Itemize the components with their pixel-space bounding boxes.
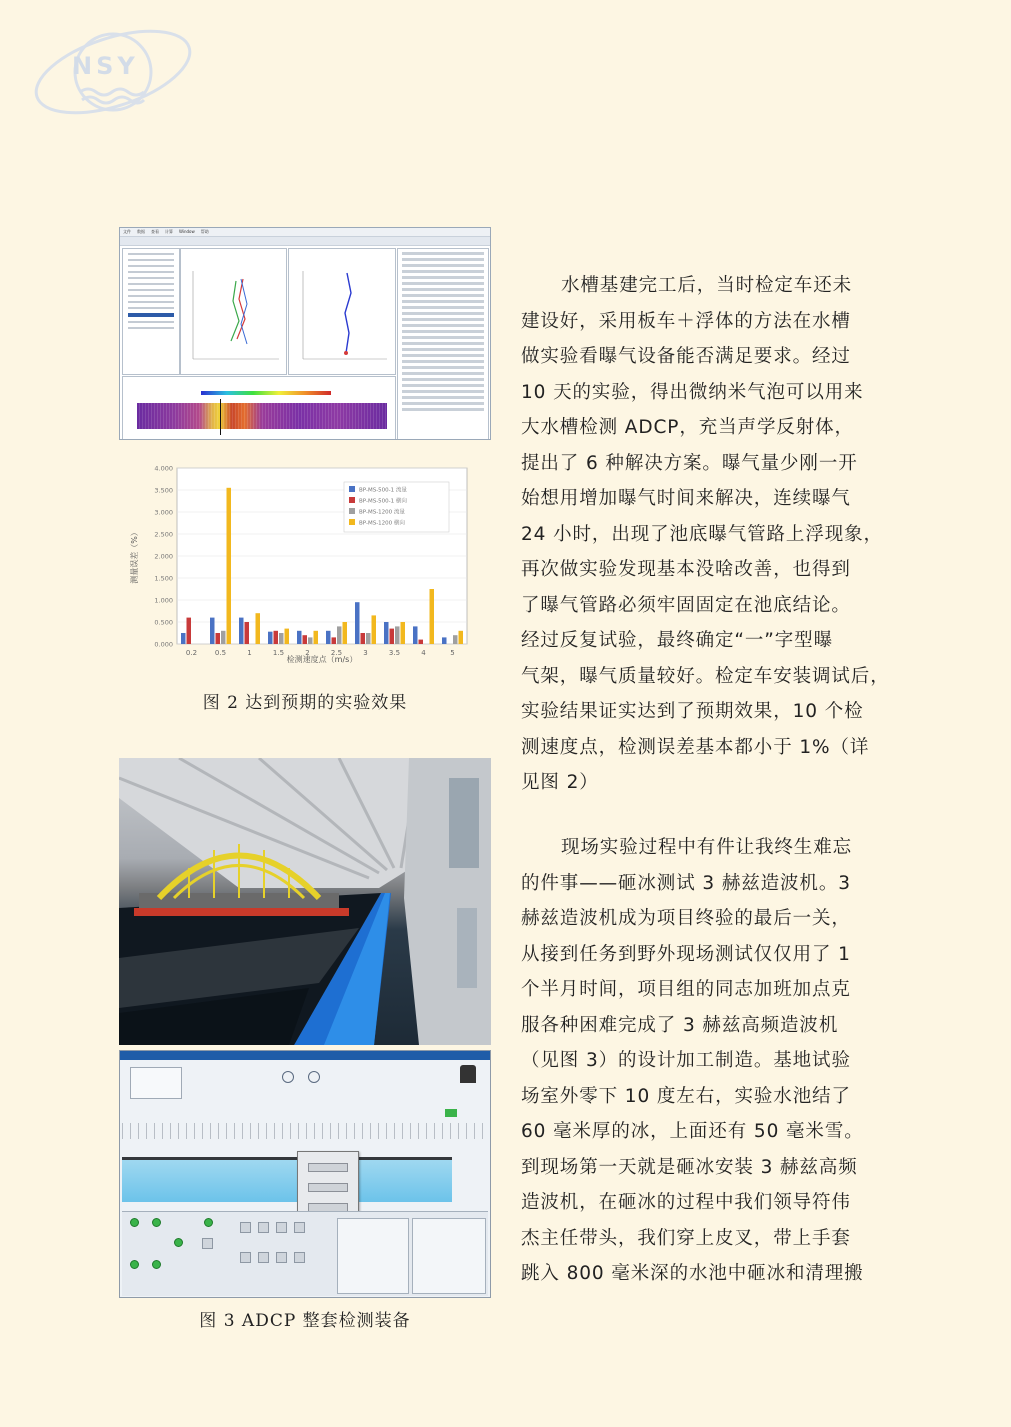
body-line	[521, 268, 901, 304]
body-line-text: 到现场第一天就是砸冰安装 3 赫兹高频	[521, 1156, 858, 1178]
bar	[210, 618, 215, 644]
y-tick-label: 2.000	[154, 552, 173, 561]
bar	[355, 602, 360, 644]
tree-row	[128, 265, 174, 267]
body-line-text: 10 天的实验，得出微纳米气泡可以用来	[521, 381, 864, 403]
tree-row	[128, 321, 174, 323]
legend-label: BP-MS-1200 横向	[359, 520, 405, 527]
tree-row	[128, 289, 174, 291]
figure3-caption: 图 3 ADCP 整套检测装备	[199, 1311, 411, 1331]
heatmap-colorbar	[201, 391, 331, 395]
body-line-text: 个半月时间，项目组的同志加班加点克	[521, 979, 851, 1000]
body-line-text: 测速度点，检测误差基本都小于 1%（详	[521, 736, 870, 758]
y-tick-label: 2.500	[154, 530, 173, 539]
x-tick-label: 5	[450, 649, 455, 657]
sw-menu-item: 文件	[123, 229, 131, 234]
body-line-text: 场室外零下 10 度左右，实验水池结了	[521, 1085, 851, 1107]
x-tick-label: 3	[363, 649, 368, 657]
body-line	[521, 339, 901, 375]
profile-lines-icon	[181, 249, 284, 372]
body-line	[521, 866, 901, 902]
bar	[384, 622, 389, 644]
control-button	[276, 1252, 287, 1263]
body-line-text: 做实验看曝气设备能否满足要求。经过	[521, 346, 851, 367]
legend-label: BP-MS-500-1 流量	[359, 487, 407, 494]
body-line	[521, 1114, 901, 1150]
body-line-text: 跳入 800 毫米深的水池中砸冰和清理搬	[521, 1263, 864, 1284]
x-tick-label: 4	[421, 649, 426, 657]
body-line	[521, 1043, 901, 1079]
status-indicator	[152, 1218, 161, 1227]
body-line	[521, 1150, 901, 1186]
body-line-text: 服各种困难完成了 3 赫兹高频造波机	[521, 1014, 839, 1036]
sw-profile-plot-1	[180, 248, 287, 375]
bar	[187, 618, 192, 644]
chart-ylabel: 测量误差（%）	[130, 528, 139, 584]
tree-row	[128, 307, 174, 309]
chart-xlabel: 检测速度点（m/s）	[286, 655, 358, 664]
tree-row-selected	[128, 313, 174, 317]
logo-text: NSY	[72, 52, 139, 80]
body-paragraph-2	[521, 830, 901, 1292]
param-table	[412, 1218, 486, 1294]
control-button	[276, 1222, 287, 1233]
body-line-text: 60 毫米厚的冰，上面还有 50 毫米雪。	[521, 1121, 864, 1142]
y-tick-label: 0.000	[154, 640, 173, 649]
y-tick-label: 0.500	[154, 618, 173, 627]
bar	[419, 640, 424, 644]
body-line-text: 了曝气管路必须牢固固定在池底结论。	[521, 594, 851, 616]
tree-row	[128, 301, 174, 303]
body-line-text: 水槽基建完工后，当时检定车还未	[561, 275, 853, 296]
body-line	[521, 517, 901, 553]
bar	[285, 629, 290, 644]
bar	[221, 631, 226, 644]
y-tick-label: 1.000	[154, 596, 173, 605]
y-tick-label: 3.500	[154, 486, 173, 495]
body-line-text: 建设好，采用板车＋浮体的方法在水槽	[521, 310, 851, 332]
body-line	[521, 481, 901, 517]
tree-row	[128, 295, 174, 297]
control-button	[258, 1252, 269, 1263]
y-tick-label: 4.000	[154, 464, 173, 473]
bar	[459, 631, 464, 644]
y-tick-label: 1.500	[154, 574, 173, 583]
status-indicator	[130, 1218, 139, 1227]
bar	[279, 633, 284, 644]
panel-ruler	[122, 1123, 488, 1139]
bar	[395, 626, 400, 644]
bar	[401, 622, 406, 644]
body-line-text: 现场实验过程中有件让我终生难忘	[561, 837, 853, 858]
sw-menu-item: 数据	[137, 229, 145, 234]
control-button	[294, 1222, 305, 1233]
device-icon	[460, 1065, 476, 1083]
status-indicator	[152, 1260, 161, 1269]
bar	[366, 633, 371, 644]
tree-row	[128, 327, 174, 329]
status-indicator	[174, 1238, 183, 1247]
figure3-control-panel	[119, 1050, 491, 1298]
sw-tree-panel	[122, 248, 180, 375]
sw-toolbar	[120, 237, 490, 246]
body-line-text: 始想用增加曝气时间来解决，连续曝气	[521, 488, 851, 509]
body-line-text: 赫兹造波机成为项目终验的最后一关，	[521, 908, 851, 929]
control-button	[202, 1238, 213, 1249]
body-line-text: 经过反复试验，最终确定“一”字型曝	[521, 630, 833, 651]
bar	[181, 633, 186, 644]
body-line	[521, 446, 901, 482]
sw-menu-item: Window	[179, 229, 195, 234]
bar	[453, 635, 458, 644]
sw-profile-plot-2	[288, 248, 396, 375]
panel-controls	[122, 1211, 488, 1296]
legend-label: BP-MS-500-1 横向	[359, 498, 407, 505]
bar	[227, 488, 232, 644]
tree-row	[128, 277, 174, 279]
control-button	[240, 1222, 251, 1233]
body-line	[521, 830, 901, 866]
sw-menu-item: 计算	[165, 229, 173, 234]
body-line-text: 大水槽检测 ADCP，充当声学反射体，	[521, 417, 854, 438]
bar	[361, 633, 366, 644]
body-line	[521, 1079, 901, 1115]
body-line	[521, 410, 901, 446]
figure2-bar-chart	[119, 458, 491, 666]
body-line	[521, 1256, 901, 1292]
bar	[332, 637, 337, 644]
bar	[256, 613, 261, 644]
status-indicator	[204, 1218, 213, 1227]
legend-swatch	[349, 519, 355, 525]
body-line	[521, 730, 901, 766]
tree-row	[128, 259, 174, 261]
heatmap-strip	[137, 403, 387, 429]
legend-label: BP-MS-1200 流量	[359, 509, 405, 516]
bar	[297, 631, 302, 644]
panel-titlebar	[120, 1051, 490, 1060]
x-tick-label: 1.5	[272, 649, 285, 657]
body-line-text: 杰主任带头，我们穿上皮叉，带上手套	[521, 1227, 851, 1249]
control-button	[294, 1252, 305, 1263]
pause-icon	[308, 1071, 320, 1083]
bar	[390, 629, 395, 644]
bar	[268, 632, 273, 644]
legend-swatch	[349, 486, 355, 492]
control-button	[240, 1252, 251, 1263]
body-line	[521, 588, 901, 624]
body-line	[521, 623, 901, 659]
bar	[326, 631, 331, 644]
bar	[239, 618, 244, 644]
body-line-text: 造波机，在砸冰的过程中我们领导符伟	[521, 1192, 851, 1213]
bar	[413, 626, 418, 644]
x-tick-label: 0.2	[185, 649, 198, 657]
body-line-text: 气架，曝气质量较好。检定车安装调试后，	[521, 665, 890, 687]
sw-menu-item: 查看	[151, 229, 159, 234]
body-line	[521, 937, 901, 973]
sw-menu-item: 帮助	[200, 229, 209, 234]
figure1-software-screenshot	[119, 227, 491, 440]
profile-lines-icon	[289, 249, 393, 372]
body-line	[521, 304, 901, 340]
x-tick-label: 2.5	[330, 649, 343, 657]
legend-swatch	[349, 508, 355, 514]
heatmap-cursor	[220, 399, 221, 435]
bar	[372, 615, 377, 644]
bar	[343, 622, 348, 644]
body-line-text: （见图 3）的设计加工制造。基地试验	[521, 1050, 851, 1071]
bar	[245, 622, 250, 644]
figure3-flume-photo	[119, 758, 491, 1045]
bar	[442, 637, 447, 644]
body-line	[521, 659, 901, 695]
x-tick-label: 3.5	[388, 649, 401, 657]
status-indicator	[130, 1260, 139, 1269]
bar	[303, 635, 308, 644]
body-line	[521, 694, 901, 730]
body-line	[521, 972, 901, 1008]
body-paragraph-1	[521, 268, 901, 801]
body-line	[521, 901, 901, 937]
body-line-text: 24 小时，出现了池底曝气管路上浮现象，	[521, 523, 883, 545]
y-tick-label: 3.000	[154, 508, 173, 517]
body-line	[521, 375, 901, 411]
tree-row	[128, 271, 174, 273]
legend-swatch	[349, 497, 355, 503]
flag-icon	[445, 1109, 457, 1117]
sw-menubar	[120, 228, 490, 237]
bar	[308, 637, 313, 644]
body-line-text: 见图 2）	[521, 772, 599, 793]
bar	[337, 626, 342, 644]
param-list	[337, 1218, 409, 1294]
control-button	[258, 1222, 269, 1233]
panel-water-tank	[122, 1157, 452, 1202]
tree-row	[128, 283, 174, 285]
x-tick-label: 1	[247, 649, 252, 657]
x-tick-label: 0.5	[214, 649, 227, 657]
sw-properties-panel	[397, 248, 489, 440]
body-line	[521, 1008, 901, 1044]
body-line-text: 再次做实验发现基本没啥改善，也得到	[521, 559, 851, 580]
body-line	[521, 1185, 901, 1221]
panel-info-box	[130, 1067, 182, 1099]
body-line-text: 提出了 6 种解决方案。曝气量少刚一开	[521, 452, 858, 474]
tree-row	[128, 253, 174, 255]
bar	[274, 631, 279, 644]
bar	[216, 633, 221, 644]
x-tick-label: 2	[305, 649, 310, 657]
body-line	[521, 552, 901, 588]
bar	[314, 631, 319, 644]
body-line-text: 的件事——砸冰测试 3 赫兹造波机。3	[521, 872, 851, 894]
play-icon	[282, 1071, 294, 1083]
figure2-caption: 图 2 达到预期的实验效果	[202, 693, 408, 713]
body-line-text: 实验结果证实达到了预期效果，10 个检	[521, 701, 864, 722]
body-line	[521, 1221, 901, 1257]
sw-heatmap-panel	[122, 376, 396, 440]
bar	[430, 589, 435, 644]
body-line	[521, 765, 901, 801]
flume-scene-icon	[119, 758, 491, 1045]
body-line-text: 从接到任务到野外现场测试仅仅用了 1	[521, 943, 851, 965]
